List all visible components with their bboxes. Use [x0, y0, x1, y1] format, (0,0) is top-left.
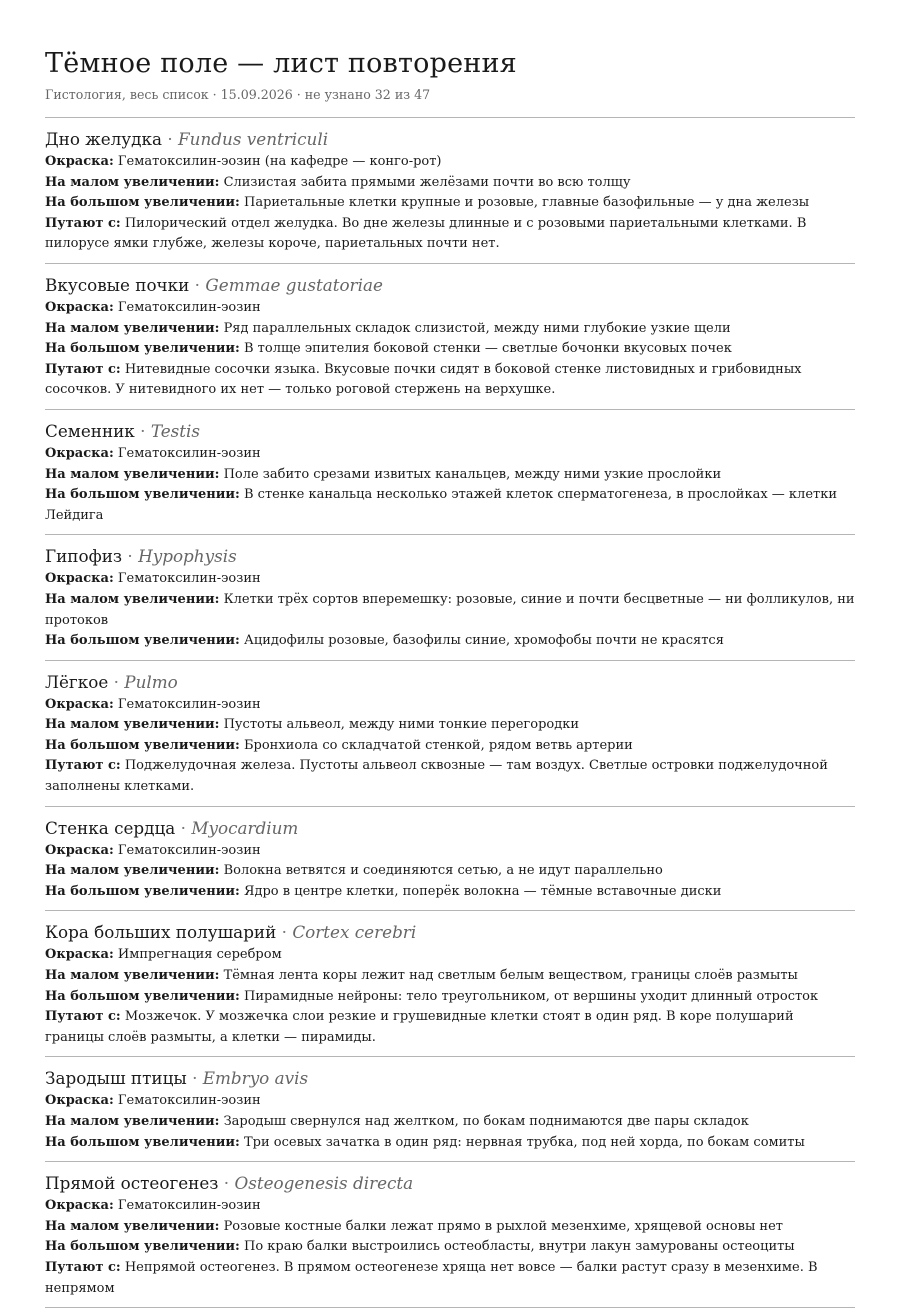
stain-row [45, 298, 855, 319]
stain-row [45, 152, 855, 173]
specimen-entry [45, 264, 855, 410]
field-label: Окраска: [45, 947, 114, 963]
title-separator: · [140, 420, 146, 441]
field-label: На большом увеличении: [45, 633, 240, 649]
low-magnification-row [45, 1217, 855, 1238]
low-magnification-row [45, 173, 855, 194]
page-subtitle: Гистология, весь список · 15.09.2026 · не узнано 32 из 47 [45, 87, 431, 102]
low-magnification-row [45, 1112, 855, 1133]
confused-with-row [45, 360, 855, 401]
field-value: Бронхиола со складчатой стенкой, рядом ветвь артерии [243, 737, 633, 753]
field-label: На малом увеличении: [45, 863, 220, 879]
field-value: Поджелудочная железа. Пустоты альвеол сквозные — там воздух. Светлые островки поджелудочной заполнены клетками. [45, 758, 828, 795]
low-magnification-row [45, 861, 855, 882]
field-label: На малом увеличении: [45, 1114, 220, 1129]
specimen-entry [45, 1162, 855, 1308]
field-label: Окраска: [45, 154, 114, 169]
field-label: На малом увеличении: [45, 591, 220, 607]
field-label: Окраска: [45, 299, 114, 315]
specimen-title [45, 920, 855, 944]
field-value: Слизистая забита прямыми желёзами почти во всю толщу [223, 174, 631, 190]
specimen-entry [45, 1057, 855, 1162]
field-label: На большом увеличении: [45, 1134, 240, 1150]
field-label: На малом увеличении: [45, 1218, 220, 1234]
specimen-latin-name: Fundus ventriculi [178, 129, 329, 149]
entry-list [45, 118, 855, 1308]
low-magnification-row [45, 590, 855, 631]
field-value: Гематоксилин-эозин [117, 1093, 261, 1109]
specimen-latin-name: Embryo avis [202, 1068, 309, 1089]
field-label: На малом увеличении: [45, 717, 220, 733]
field-label: На большом увеличении: [45, 341, 240, 357]
field-value: По краю балки выстроились остеобласты, внутри лакун замурованы остеоциты [243, 1239, 795, 1255]
field-value: В толще эпителия боковой стенки — светлые бочонки вкусовых почек [243, 341, 732, 357]
field-value: Импрегнация серебром [117, 947, 282, 963]
specimen-title [45, 670, 855, 694]
specimen-latin-name: Pulmo [124, 671, 178, 692]
low-magnification-row [45, 715, 855, 736]
specimen-name: Дно желудка [45, 129, 162, 149]
title-separator: · [192, 1068, 198, 1089]
field-label: На малом увеличении: [45, 320, 220, 336]
field-label: Путают с: [45, 361, 121, 377]
high-magnification-row [45, 882, 855, 903]
field-value: Гематоксилин-эозин [117, 842, 261, 858]
low-magnification-row [45, 465, 855, 486]
field-value: Пустоты альвеол, между ними тонкие перегородки [223, 717, 580, 733]
field-value: Ацидофилы розовые, базофилы синие, хромофобы почти не красятся [243, 633, 724, 649]
high-magnification-row [45, 736, 855, 757]
title-separator: · [127, 546, 133, 567]
field-label: Окраска: [45, 1198, 114, 1214]
field-label: На большом увеличении: [45, 1239, 240, 1255]
specimen-entry [45, 661, 855, 807]
specimen-title [45, 419, 855, 443]
specimen-latin-name: Hypophysis [138, 546, 237, 567]
high-magnification-row [45, 193, 855, 214]
specimen-latin-name: Testis [150, 420, 200, 441]
field-value: Зародыш свернулся над желтком, по бокам поднимаются две пары складок [223, 1114, 749, 1129]
page-title: Тёмное поле — лист повторения [45, 48, 517, 79]
specimen-latin-name: Osteogenesis directa [234, 1173, 414, 1194]
low-magnification-row [45, 319, 855, 340]
confused-with-row [45, 1007, 855, 1048]
field-value: Пирамидные нейроны: тело треугольником, от вершины уходит длинный отросток [243, 988, 819, 1004]
confused-with-row [45, 214, 855, 255]
field-label: На большом увеличении: [45, 737, 240, 753]
field-label: Путают с: [45, 215, 121, 231]
low-magnification-row [45, 966, 855, 987]
field-label: На большом увеличении: [45, 487, 240, 503]
stain-row [45, 945, 855, 966]
specimen-title [45, 1171, 855, 1195]
stain-row [45, 695, 855, 716]
field-label: Путают с: [45, 758, 121, 774]
title-separator: · [180, 817, 186, 838]
specimen-latin-name: Cortex cerebri [292, 922, 417, 943]
field-label: На малом увеличении: [45, 174, 220, 190]
field-label: На большом увеличении: [45, 883, 240, 899]
specimen-entry [45, 535, 855, 660]
field-value: Нитевидные сосочки языка. Вкусовые почки сидят в боковой стенке листовидных и грибовидных сосочков. У нитевидного их нет — только роговой стержень на верхушке. [45, 361, 802, 398]
title-separator: · [167, 129, 173, 149]
title-separator: · [113, 671, 119, 692]
specimen-title [45, 127, 855, 151]
field-value: Волокна ветвятся и соединяются сетью, а не идут параллельно [223, 863, 663, 879]
specimen-entry [45, 911, 855, 1057]
stain-row [45, 1196, 855, 1217]
title-separator: · [281, 922, 287, 943]
specimen-title [45, 544, 855, 568]
field-label: Окраска: [45, 1093, 114, 1109]
field-label: Окраска: [45, 571, 114, 587]
specimen-latin-name: Gemmae gustatoriae [205, 274, 383, 295]
field-value: Поле забито срезами извитых канальцев, между ними узкие прослойки [223, 466, 722, 482]
specimen-latin-name: Myocardium [191, 817, 299, 838]
field-value: Гематоксилин-эозин (на кафедре — конго-рот) [117, 154, 442, 169]
stain-row [45, 569, 855, 590]
field-label: Окраска: [45, 842, 114, 858]
specimen-entry [45, 410, 855, 535]
field-label: Окраска: [45, 445, 114, 461]
field-label: На малом увеличении: [45, 466, 220, 482]
field-value: Клетки трёх сортов вперемешку: розовые, синие и почти бесцветные — ни фолликулов, ни протоков [45, 591, 855, 628]
specimen-name: Стенка сердца [45, 817, 176, 838]
specimen-name: Зародыш птицы [45, 1068, 187, 1089]
specimen-name: Лёгкое [45, 671, 109, 692]
field-label: На малом увеличении: [45, 968, 220, 984]
stain-row [45, 1091, 855, 1112]
confused-with-row [45, 756, 855, 797]
title-separator: · [194, 274, 201, 295]
content-column [45, 47, 855, 1308]
field-value: Гематоксилин-эозин [117, 1198, 261, 1214]
field-value: Ряд параллельных складок слизистой, между ними глубокие узкие щели [223, 320, 731, 336]
specimen-name: Вкусовые почки [45, 274, 190, 295]
field-value: Непрямой остеогенез. В прямом остеогенезе хряща нет вовсе — балки растут сразу в мезенхиме. В непрямом [45, 1259, 818, 1296]
high-magnification-row [45, 485, 855, 526]
field-value: Розовые костные балки лежат прямо в рыхлой мезенхиме, хрящевой основы нет [223, 1218, 783, 1234]
field-value: Париетальные клетки крупные и розовые, главные базофильные — у дна железы [243, 195, 810, 211]
field-label: Путают с: [45, 1259, 121, 1275]
specimen-name: Гипофиз [45, 546, 123, 567]
high-magnification-row [45, 1133, 855, 1154]
field-value: Пилорический отдел желудка. Во дне железы длинные и с розовыми париетальными клетками. В пилорусе ямки глубже, железы короче, париетальных почти нет. [45, 215, 807, 252]
specimen-title [45, 1066, 855, 1090]
specimen-title [45, 273, 855, 297]
field-label: На большом увеличении: [45, 195, 240, 211]
field-value: Ядро в центре клетки, поперёк волокна — тёмные вставочные диски [243, 883, 722, 899]
specimen-title [45, 816, 855, 840]
specimen-name: Кора больших полушарий [45, 922, 277, 943]
high-magnification-row [45, 987, 855, 1008]
field-value: Тёмная лента коры лежит над светлым белым веществом, границы слоёв размыты [223, 968, 798, 984]
stain-row [45, 841, 855, 862]
field-value: Три осевых зачатка в один ряд: нервная трубка, под ней хорда, по бокам сомиты [243, 1134, 805, 1150]
field-label: На большом увеличении: [45, 988, 240, 1004]
high-magnification-row [45, 339, 855, 360]
field-value: Гематоксилин-эозин [117, 299, 261, 315]
high-magnification-row [45, 1237, 855, 1258]
field-value: В стенке канальца несколько этажей клеток сперматогенеза, в прослойках — клетки Лейдига [45, 487, 837, 523]
stain-row [45, 444, 855, 465]
specimen-entry [45, 118, 855, 264]
field-value: Гематоксилин-эозин [117, 445, 261, 461]
field-value: Гематоксилин-эозин [117, 696, 261, 712]
title-separator: · [223, 1173, 230, 1194]
specimen-name: Семенник [45, 420, 135, 441]
field-label: Окраска: [45, 696, 114, 712]
specimen-name: Прямой остеогенез [45, 1173, 219, 1194]
field-label: Путают с: [45, 1009, 121, 1025]
confused-with-row [45, 1258, 855, 1299]
specimen-entry [45, 807, 855, 912]
field-value: Мозжечок. У мозжечка слои резкие и грушевидные клетки стоят в один ряд. В коре полушарий границы слоёв размыты, а клетки — пирамиды. [45, 1009, 794, 1045]
field-value: Гематоксилин-эозин [117, 571, 261, 587]
high-magnification-row [45, 631, 855, 652]
